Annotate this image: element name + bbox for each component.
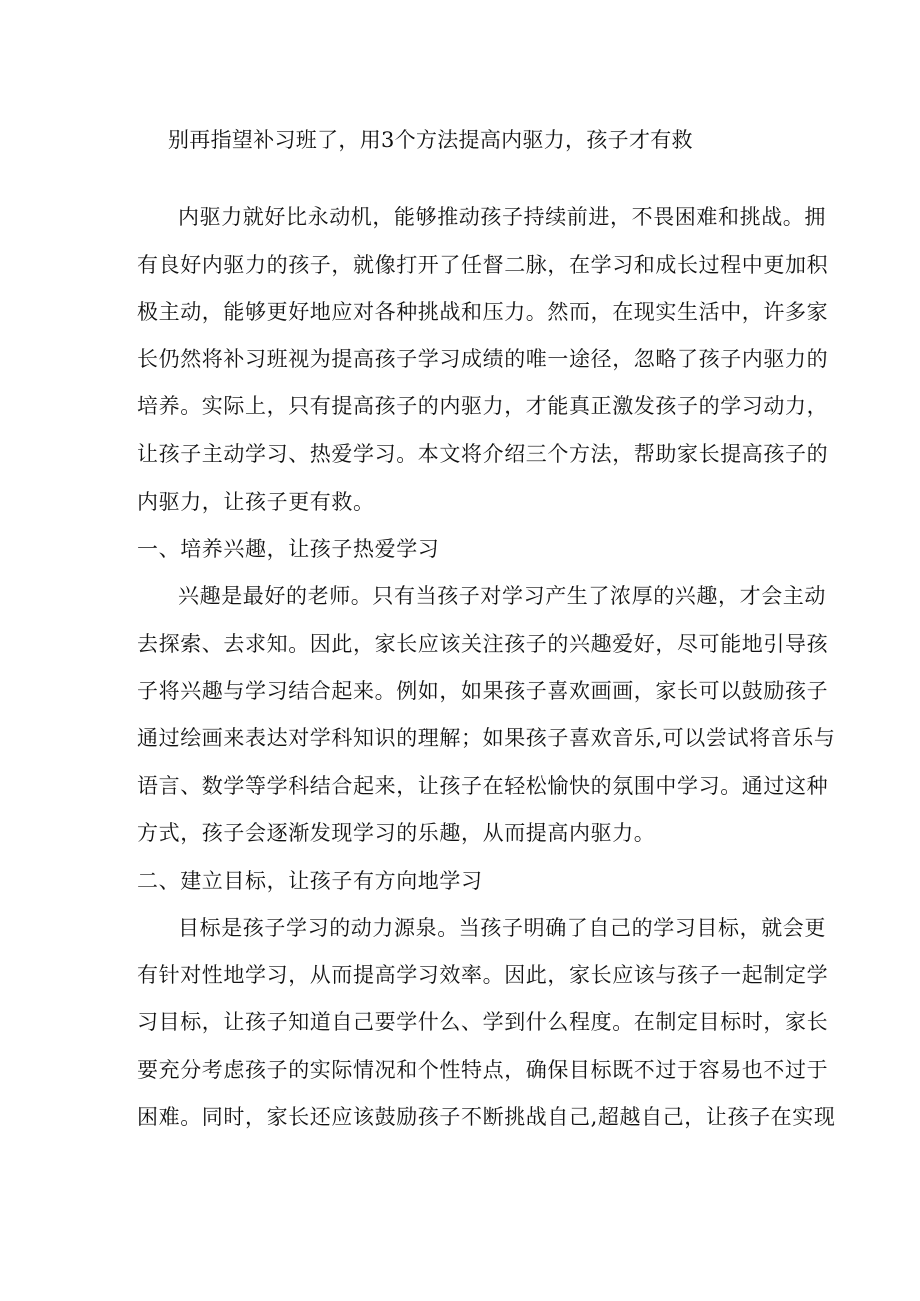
intro-line-6: 让孩子主动学习、热爱学习。本文将介绍三个方法，帮助家长提高孩子的	[137, 442, 829, 466]
section-1-line-1: 兴趣是最好的老师。只有当孩子对学习产生了浓厚的兴趣，才会主动	[178, 584, 826, 608]
intro-line-2: 有良好内驱力的孩子，就像打开了任督二脉，在学习和成长过程中更加积	[137, 253, 829, 277]
section-1-line-4: 通过绘画来表达对学科知识的理解；如果孩子喜欢音乐,可以尝试将音乐与	[137, 726, 836, 750]
section-2-line-4: 要充分考虑孩子的实际情况和个性特点，确保目标既不过于容易也不过于	[137, 1058, 829, 1082]
intro-line-3: 极主动，能够更好地应对各种挑战和压力。然而，在现实生活中，许多家	[137, 300, 829, 324]
intro-line-4: 长仍然将补习班视为提高孩子学习成绩的唯一途径，忽略了孩子内驱力的	[137, 347, 829, 371]
section-2-heading: 二、建立目标，让孩子有方向地学习	[137, 869, 483, 893]
section-2-line-1: 目标是孩子学习的动力源泉。当孩子明确了自己的学习目标，就会更	[178, 916, 826, 940]
section-2-line-2: 有针对性地学习，从而提高学习效率。因此，家长应该与孩子一起制定学	[137, 963, 829, 987]
section-1-heading: 一、培养兴趣，让孩子热爱学习	[137, 537, 440, 561]
section-2-line-5: 困难。同时，家长还应该鼓励孩子不断挑战自己,超越自己，让孩子在实现	[137, 1105, 836, 1129]
intro-line-5: 培养。实际上，只有提高孩子的内驱力，才能真正激发孩子的学习动力，	[137, 394, 829, 418]
intro-line-7: 内驱力，让孩子更有救。	[137, 490, 375, 514]
section-1-line-5: 语言、数学等学科结合起来，让孩子在轻松愉快的氛围中学习。通过这种	[137, 774, 829, 798]
article-title: 别再指望补习班了，用3个方法提高内驱力，孩子才有救	[168, 128, 693, 152]
intro-line-1: 内驱力就好比永动机，能够推动孩子持续前进，不畏困难和挑战。拥	[178, 205, 826, 229]
section-1-line-6: 方式，孩子会逐渐发现学习的乐趣，从而提高内驱力。	[137, 821, 656, 845]
section-1-line-2: 去探索、去求知。因此，家长应该关注孩子的兴趣爱好，尽可能地引导孩	[137, 632, 829, 656]
section-1-line-3: 子将兴趣与学习结合起来。例如，如果孩子喜欢画画，家长可以鼓励孩子	[137, 679, 829, 703]
section-2-line-3: 习目标，让孩子知道自己要学什么、学到什么程度。在制定目标时，家长	[137, 1010, 829, 1034]
